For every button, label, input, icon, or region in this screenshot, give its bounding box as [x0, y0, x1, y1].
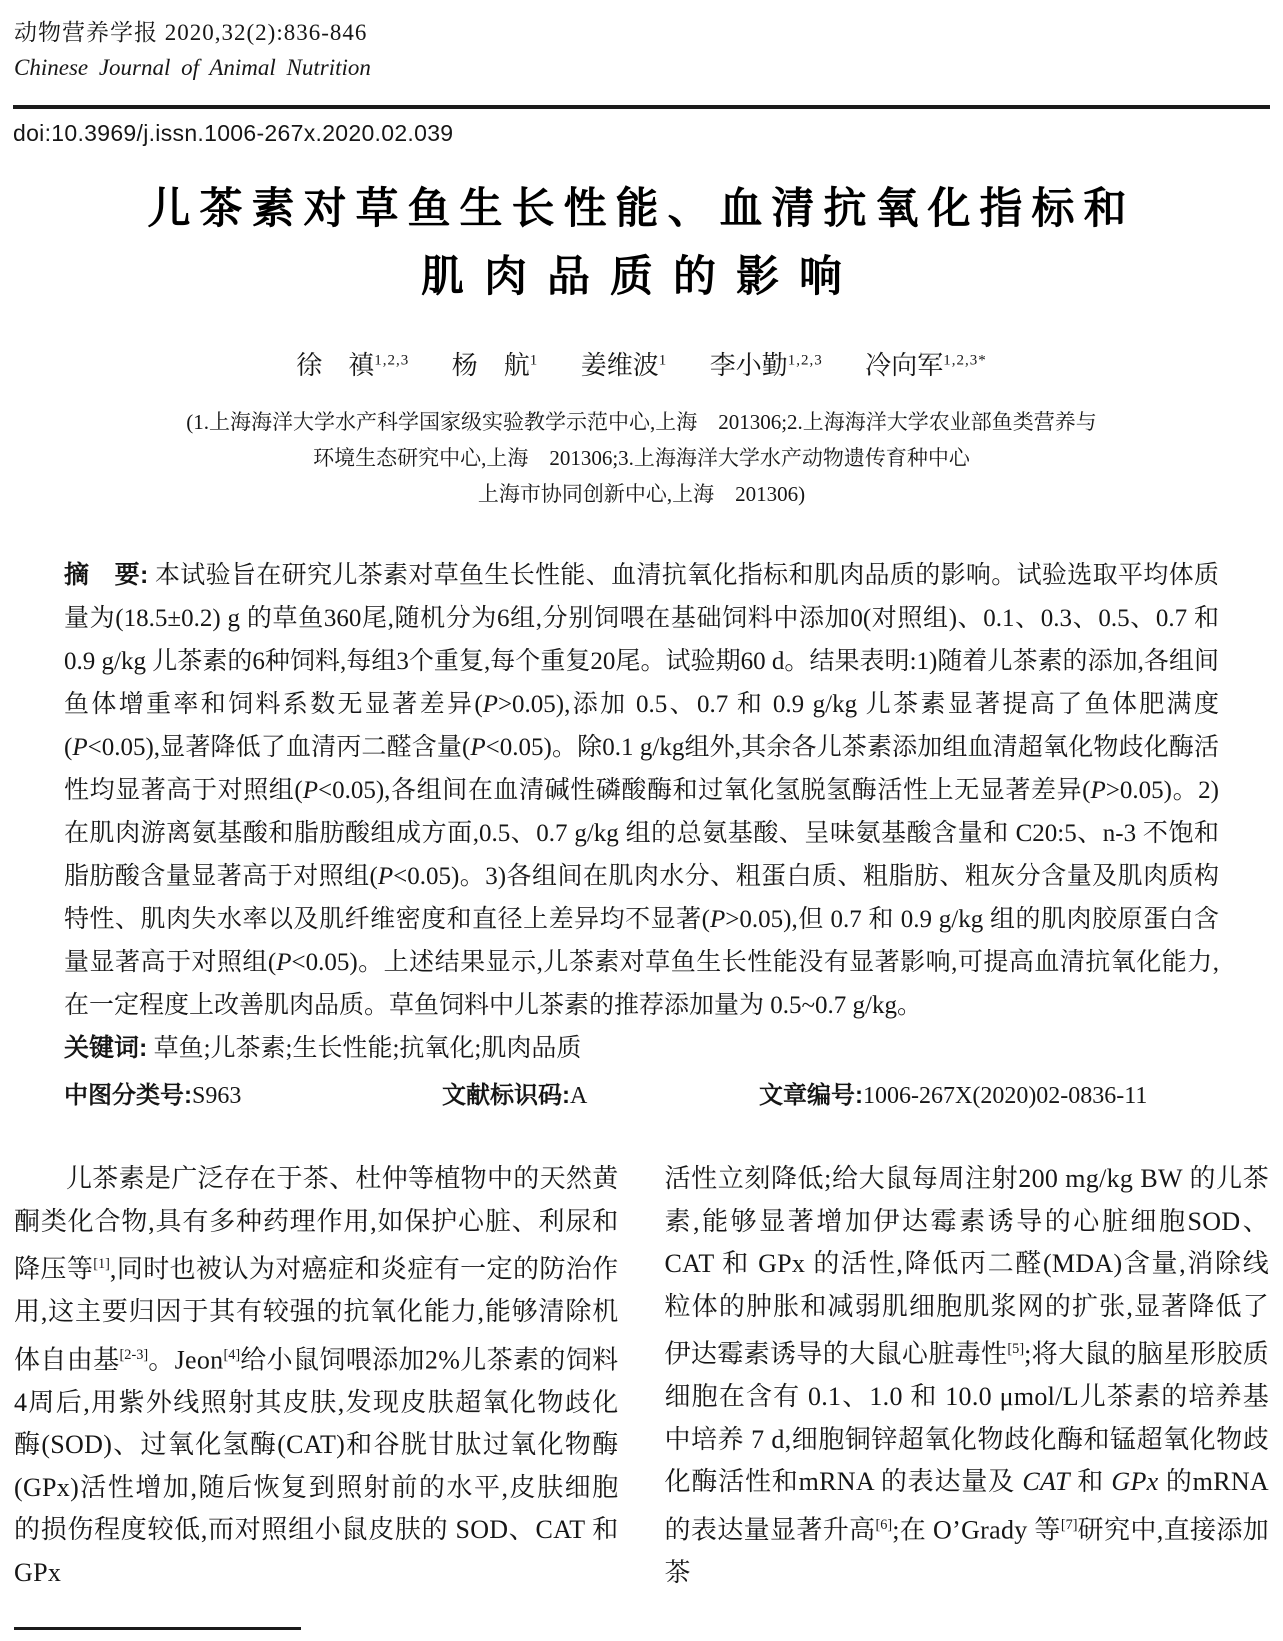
document-code: [442, 1072, 759, 1120]
classification-line: [64, 1072, 1219, 1120]
doi-line: doi:10.3969/j.issn.1006-267x.2020.02.039: [13, 120, 454, 146]
journal-name-en: Chinese Journal of Animal Nutrition: [14, 55, 371, 80]
author-4-affil-sup: 1,2,3: [787, 352, 823, 369]
keywords-line: [64, 1027, 1219, 1070]
body-left-column: 儿茶素是广泛存在于茶、杜仲等植物中的天然黄酮类化合物,具有多种药理作用,如保护心脏、利尿和降压等[1],同时也被认为对癌症和炎症有一定的防治作用,这主要归因于其有较强的抗氧化能力,能够清除机体自由基[2-3]。Jeon[4]给小鼠饲喂添加2%儿茶素的饲料4周后,用紫外线照射其皮肤,发现皮肤超氧化物歧化酶(SOD)、过氧化氢酶(CAT)和谷胱甘肽过氧化物酶(GPx)活性增加,随后恢复到照射前的水平,皮肤细胞的损伤程度较低,而对照组小鼠皮肤的 SOD、CAT 和 GPx: [14, 1164, 619, 1587]
footnote-separator-rule: [14, 1627, 301, 1630]
keywords-label: 关键词:: [64, 1034, 148, 1062]
author-2: [452, 351, 539, 380]
abstract-text: 本试验旨在研究儿茶素对草鱼生长性能、血清抗氧化指标和肌肉品质的影响。试验选取平均体质量为(18.5±0.2) g 的草鱼360尾,随机分为6组,分别饲喂在基础饲料中添加0(对照组)、0.1、0.3、0.5、0.7 和 0.9 g/kg 儿茶素的6种饲料,每组3个重复,每个重复20尾。试验期60 d。结果表明:1)随着儿茶素的添加,各组间鱼体增重率和饲料系数无显著差异(P>0.05),添加 0.5、0.7 和 0.9 g/kg 儿茶素显著提高了鱼体肥满度(P<0.05),显著降低了血清丙二醛含量(P<0.05)。除0.1 g/kg组外,其余各儿茶素添加组血清超氧化物歧化酶活性均显著高于对照组(P<0.05),各组间在血清碱性磷酸酶和过氧化氢脱氢酶活性上无显著差异(P>0.05)。2)在肌肉游离氨基酸和脂肪酸组成方面,0.5、0.7 g/kg 组的总氨基酸、呈味氨基酸含量和 C20:5、n-3 不饱和脂肪酸含量显著高于对照组(P<0.05)。3)各组间在肌肉水分、粗蛋白质、粗脂肪、粗灰分含量及肌肉质构特性、肌肉失水率以及肌纤维密度和直径上差异均不显著(P>0.05),但 0.7 和 0.9 g/kg 组的肌肉胶原蛋白含量显著高于对照组(P<0.05)。上述结果显示,儿茶素对草鱼生长性能没有显著影响,可提高血清抗氧化能力,在一定程度上改善肌肉品质。草鱼饲料中儿茶素的推荐添加量为 0.5~0.7 g/kg。: [64, 562, 1220, 1019]
author-3: [581, 351, 668, 380]
author-5-affil-sup: 1,2,3*: [943, 352, 987, 369]
author-3-affil-sup: 1: [658, 352, 668, 369]
author-1: [296, 351, 409, 380]
affiliation-block: [0, 404, 1283, 512]
author-5: [865, 351, 987, 380]
clc-number: [64, 1072, 442, 1120]
document-code-label: 文献标识码:: [442, 1082, 570, 1109]
author-2-name: 杨 航: [451, 351, 530, 380]
affiliation-line-3: 上海市协同创新中心,上海 201306): [477, 482, 806, 506]
masthead-divider-rule: [13, 105, 1270, 109]
clc-label: 中图分类号:: [64, 1082, 192, 1109]
article-id: [759, 1072, 1219, 1120]
affiliation-line-2: 环境生态研究中心,上海 201306;3.上海海洋大学水产动物遗传育种中心: [313, 446, 970, 470]
journal-name-cn: 动物营养学报 2020,32(2):836-846: [14, 20, 368, 45]
affiliation-line-1: (1.上海海洋大学水产科学国家级实验教学示范中心,上海 201306;2.上海海洋大学农业部鱼类营养与: [186, 410, 1097, 434]
article-id-value: 1006-267X(2020)02-0836-11: [863, 1083, 1148, 1109]
clc-value: S963: [192, 1083, 242, 1109]
author-5-name: 冷向军: [865, 351, 944, 380]
author-1-name: 徐 禛: [296, 351, 375, 380]
article-title-line2: 肌肉品质的影响: [421, 253, 862, 301]
author-3-name: 姜维波: [580, 351, 659, 380]
author-1-affil-sup: 1,2,3: [374, 352, 410, 369]
article-title: [0, 183, 1283, 303]
abstract-paragraph: [64, 554, 1219, 1027]
article-id-label: 文章编号:: [759, 1082, 863, 1109]
document-code-value: A: [570, 1083, 588, 1109]
author-4-name: 李小勤: [709, 351, 788, 380]
journal-masthead: [0, 0, 1283, 81]
author-list: [0, 345, 1283, 382]
body-right-column: 活性立刻降低;给大鼠每周注射200 mg/kg BW 的儿茶素,能够显著增加伊达霉素诱导的心脏细胞SOD、CAT 和 GPx 的活性,降低丙二醛(MDA)含量,消除线粒体的肿胀和减弱肌细胞肌浆网的扩张,显著降低了伊达霉素诱导的大鼠心脏毒性[5];将大鼠的脑星形胶质细胞在含有 0.1、1.0 和 10.0 μmol/L儿茶素的培养基中培养 7 d,细胞铜锌超氧化物歧化酶和锰超氧化物歧化酶活性和mRNA 的表达量及 CAT 和 GPx 的mRNA的表达量显著升高[6];在 O’Grady 等[7]研究中,直接添加茶: [664, 1164, 1269, 1587]
body-two-columns: [14, 1158, 1269, 1590]
author-2-affil-sup: 1: [529, 352, 539, 369]
keywords-text: 草鱼;儿茶素;生长性能;抗氧化;肌肉品质: [147, 1035, 582, 1062]
abstract-label: 摘 要:: [64, 561, 149, 589]
author-4: [710, 351, 823, 380]
article-title-line1: 儿茶素对草鱼生长性能、血清抗氧化指标和: [147, 185, 1136, 233]
